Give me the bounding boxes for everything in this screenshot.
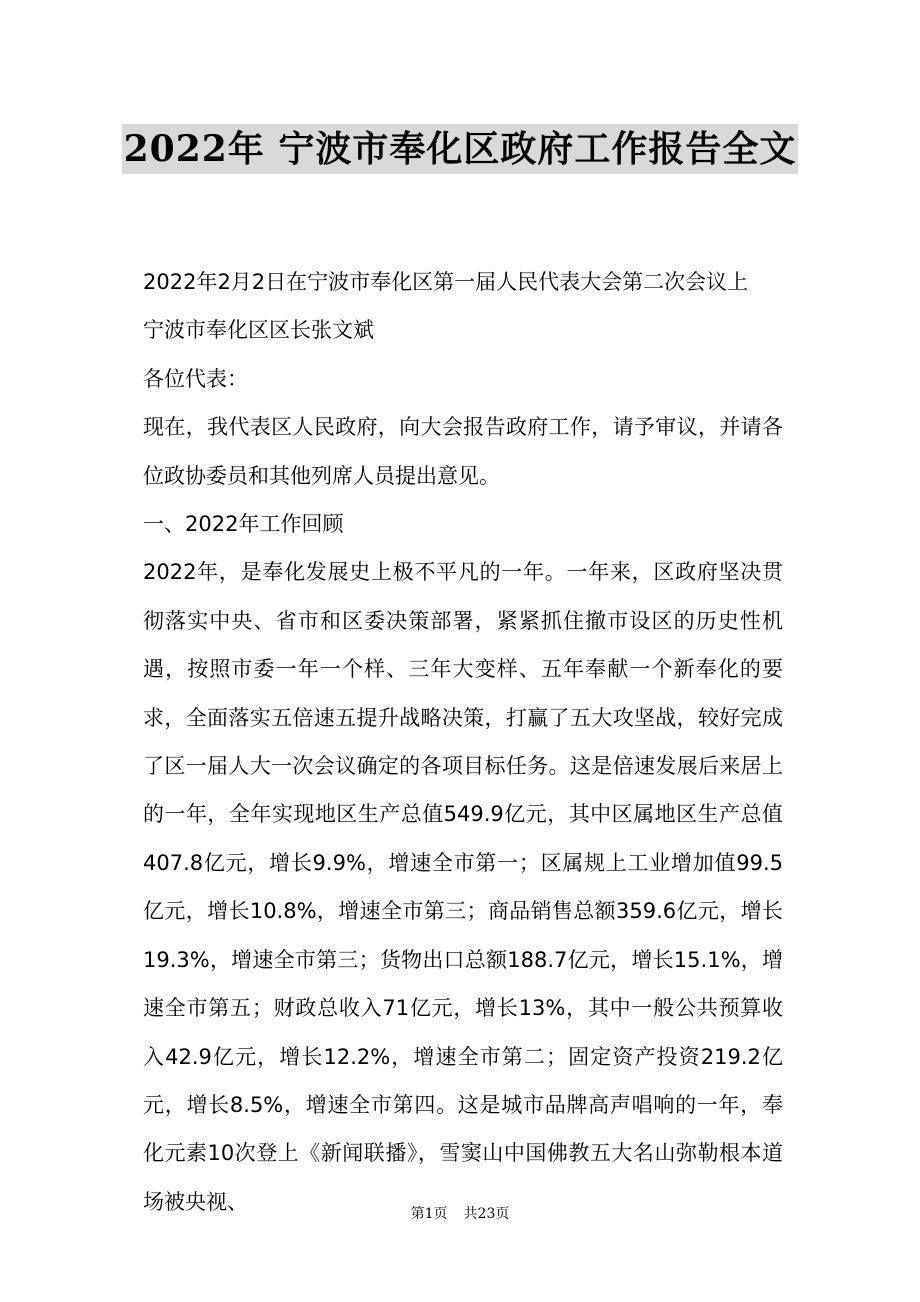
meeting-info-paragraph: 2022年2月2日在宁波市奉化区第一届人民代表大会第二次会议上 bbox=[143, 270, 749, 294]
title-container bbox=[0, 124, 920, 174]
section-heading: 一、2022年工作回顾 bbox=[143, 512, 344, 537]
document-title: 2022年 宁波市奉化区政府工作报告全文 bbox=[122, 124, 799, 174]
intro-paragraph: 现在，我代表区人民政府，向大会报告政府工作，请予审议，并请各位政协委员和其他列席人员提出意见。 bbox=[143, 415, 783, 488]
review-paragraph: 2022年，是奉化发展史上极不平凡的一年。一年来，区政府坚决贯彻落实中央、省市和区委决策部署，紧紧抓住撤市设区的历史性机遇，按照市委一年一个样、三年大变样、五年奉献一个新奉化的要求，全面落实五倍速五提升战略决策，打赢了五大攻坚战，较好完成了区一届人大一次会议确定的各项目标任务。这是倍速发展后来居上的一年，全年实现地区生产总值549.9亿元，其中区属地区生产总值407.8亿元，增长9.9%，增速全市第一；区属规上工业增加值99.5亿元，增长10.8%，增速全市第三；商品销售总额359.6亿元，增长19.3%，增速全市第三；货物出口总额188.7亿元，增长15.1%，增速全市第五；财政总收入71亿元，增长13%，其中一般公共预算收入42.9亿元，增长12.2%，增速全市第二；固定资产投资219.2亿元，增长8.5%，增速全市第四。这是城市品牌高声唱响的一年，奉化元素10次登上《新闻联播》，雪窦山中国佛教五大名山弥勒根本道场被央视、 bbox=[143, 560, 783, 1214]
page-total: 共23页 bbox=[463, 1206, 510, 1222]
salutation-paragraph: 各位代表： bbox=[143, 366, 248, 391]
page-footer bbox=[0, 1204, 920, 1224]
speaker-paragraph: 宁波市奉化区区长张文斌 bbox=[143, 318, 374, 343]
page-number: 第1页 bbox=[410, 1206, 448, 1222]
document-body bbox=[143, 258, 783, 1226]
